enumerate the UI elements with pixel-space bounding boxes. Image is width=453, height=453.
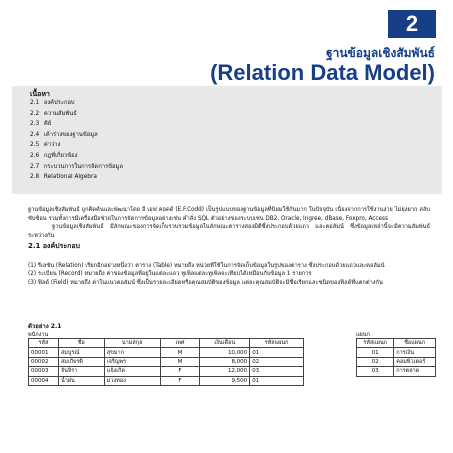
contents-item-label: Relational Algebra bbox=[43, 174, 97, 181]
table-row bbox=[357, 357, 436, 366]
table-cell: แจ้งเกิด bbox=[104, 367, 160, 376]
column-header: นามสกุล bbox=[104, 339, 160, 348]
table-cell: 02 bbox=[357, 357, 394, 366]
table-header-row bbox=[29, 339, 304, 348]
contents-item-label: คีย์ bbox=[43, 121, 52, 128]
table-cell: 01 bbox=[250, 376, 304, 385]
table-row bbox=[29, 348, 304, 357]
column-header: รหัสแผนก bbox=[250, 339, 304, 348]
column-header: ชื่อแผนก bbox=[394, 339, 436, 348]
contents-item bbox=[30, 119, 123, 130]
contents-item bbox=[30, 130, 123, 141]
chapter-title-english: (Relation Data Model) bbox=[210, 60, 435, 85]
table-cell: 00002 bbox=[29, 357, 59, 366]
contents-item bbox=[30, 98, 123, 109]
table-row bbox=[29, 367, 304, 376]
contents-item-label: ความสัมพันธ์ bbox=[43, 110, 77, 117]
employee-table bbox=[28, 338, 304, 386]
contents-item bbox=[30, 172, 123, 183]
table-cell: M bbox=[160, 357, 200, 366]
column-header: เพศ bbox=[160, 339, 200, 348]
contents-item bbox=[30, 109, 123, 120]
table-cell: 8,000 bbox=[200, 357, 250, 366]
table-row bbox=[357, 348, 436, 357]
definition-item: (1) รีเลชัน (Relation) เรียกอีกอย่างหนึ่งว่า ตาราง (Table) หมายถึง หน่วยที่ใช้ในการจัดเก็บข้อมูลในรูปของตาราง ซึ่งประกอบด้วยแถวและคอลัมน์ bbox=[28, 263, 385, 269]
table-cell: 10,000 bbox=[200, 348, 250, 357]
contents-list bbox=[30, 98, 123, 183]
column-header: ชื่อ bbox=[58, 339, 104, 348]
contents-item-label: กระบวนการในการจัดการข้อมูล bbox=[43, 163, 123, 170]
section-heading: 2.1 องค์ประกอบ bbox=[28, 242, 80, 250]
definition-item: (3) ฟิลด์ (Field) หมายถึง ค่าในแนวคอลัมน์ ซึ่งเป็นรายละเอียดหรือคุณสมบัติของข้อมูล แต่ละคุณสมบัติจะมีชื่อเรียกและชนิดของฟิลด์ที่แตกต่างกัน bbox=[28, 279, 383, 286]
table-cell: จันจิรา bbox=[58, 367, 104, 376]
department-table-caption: แผนก bbox=[356, 332, 370, 338]
contents-item-label: องค์ประกอบ bbox=[43, 100, 75, 106]
contents-item-number: 2.1 bbox=[30, 100, 40, 106]
intro-text-1: ฐานข้อมูลเชิงสัมพันธ์ ถูกคิดค้นและพัฒนาโดย อี เอฟ คอดด์ (E.F.Codd) เป็นรูปแบบของฐานข้อมูลที่นิยมใช้กันมาก ในปัจจุบัน เนื่องจากการใช้งานง่าย ไม่ยุ่งยาก สลับซับซ้อน รวมทั้งการมีเครื่องมือช่วยในการจัดการข้อมูลอย่างเช่น คำสั่ง SQL ตัวอย่างของระบบเช่น DB2, Oracle, Ingree, dBase, Foxpro, Access bbox=[28, 207, 430, 222]
table-row bbox=[29, 376, 304, 385]
contents-item-label: เค้าร่างของฐานข้อมูล bbox=[43, 131, 98, 138]
contents-item-number: 2.3 bbox=[30, 121, 40, 128]
intro-text-2: ฐานข้อมูลเชิงสัมพันธ์ มีลักษณะของการจัดเก็บรวบรวมข้อมูลในลักษณะตารางสองมิติซึ่งประกอบด้วยแถว และคอลัมน์ ซึ่งข้อมูลเหล่านี้จะมีความสัมพันธ์ระหว่างกัน bbox=[28, 224, 430, 239]
table-cell: M bbox=[160, 348, 200, 357]
table-cell: การตลาด bbox=[394, 367, 436, 376]
table-cell: คอมพิวเตอร์ bbox=[394, 357, 436, 366]
table-cell: สมเกียรติ bbox=[58, 357, 104, 366]
table-cell: 00004 bbox=[29, 376, 59, 385]
employee-table-caption: พนักงาน bbox=[28, 332, 49, 338]
table-cell: 01 bbox=[357, 348, 394, 357]
definition-item: (2) ระเบียน (Record) หมายถึง ค่าของข้อมูลที่อยู่ในแต่ละแถว ทูเพิลแต่ละทูเพิลจะเทียบได้เหมือนกับข้อมูล 1 รายการ bbox=[28, 271, 312, 278]
contents-item-number: 2.5 bbox=[30, 142, 40, 149]
table-cell: 03 bbox=[250, 367, 304, 376]
contents-item-number: 2.7 bbox=[30, 163, 40, 170]
table-cell: สมบูรณ์ bbox=[58, 348, 104, 357]
table-cell: การเงิน bbox=[394, 348, 436, 357]
contents-item-number: 2.6 bbox=[30, 152, 40, 159]
table-cell: ม่วงทอง bbox=[104, 376, 160, 385]
chapter-number-badge: 2 bbox=[388, 10, 436, 38]
contents-heading: เนื้อหา bbox=[30, 90, 50, 98]
table-row bbox=[357, 367, 436, 376]
contents-item-number: 2.2 bbox=[30, 110, 40, 117]
contents-item-number: 2.4 bbox=[30, 131, 40, 138]
table-cell: 02 bbox=[250, 357, 304, 366]
table-cell: สุขมาก bbox=[104, 348, 160, 357]
contents-item bbox=[30, 140, 123, 151]
table-cell: 00001 bbox=[29, 348, 59, 357]
table-cell: 03 bbox=[357, 367, 394, 376]
table-cell: 12,000 bbox=[200, 367, 250, 376]
department-table bbox=[356, 338, 436, 377]
table-cell: 00003 bbox=[29, 367, 59, 376]
table-row bbox=[29, 357, 304, 366]
column-header: เงินเดือน bbox=[200, 339, 250, 348]
contents-item-label: ค่าว่าง bbox=[43, 142, 61, 149]
column-header: รหัสแผนก bbox=[357, 339, 394, 348]
table-header-row bbox=[357, 339, 436, 348]
table-cell: F bbox=[160, 376, 200, 385]
contents-item bbox=[30, 151, 123, 162]
column-header: รหัส bbox=[29, 339, 59, 348]
contents-item-number: 2.8 bbox=[30, 174, 40, 181]
intro-paragraph bbox=[28, 206, 430, 240]
chapter-title-thai: ฐานข้อมูลเชิงสัมพันธ์ bbox=[325, 46, 435, 60]
table-cell: น้ำฝน bbox=[58, 376, 104, 385]
table-cell: 9,500 bbox=[200, 376, 250, 385]
table-cell: 01 bbox=[250, 348, 304, 357]
contents-item-label: กฎที่เกี่ยวข้อง bbox=[43, 152, 78, 159]
table-cell: F bbox=[160, 367, 200, 376]
definition-list bbox=[28, 262, 430, 287]
example-label: ตัวอย่าง 2.1 bbox=[28, 323, 62, 330]
contents-item bbox=[30, 162, 123, 173]
table-cell: เจริญพร bbox=[104, 357, 160, 366]
